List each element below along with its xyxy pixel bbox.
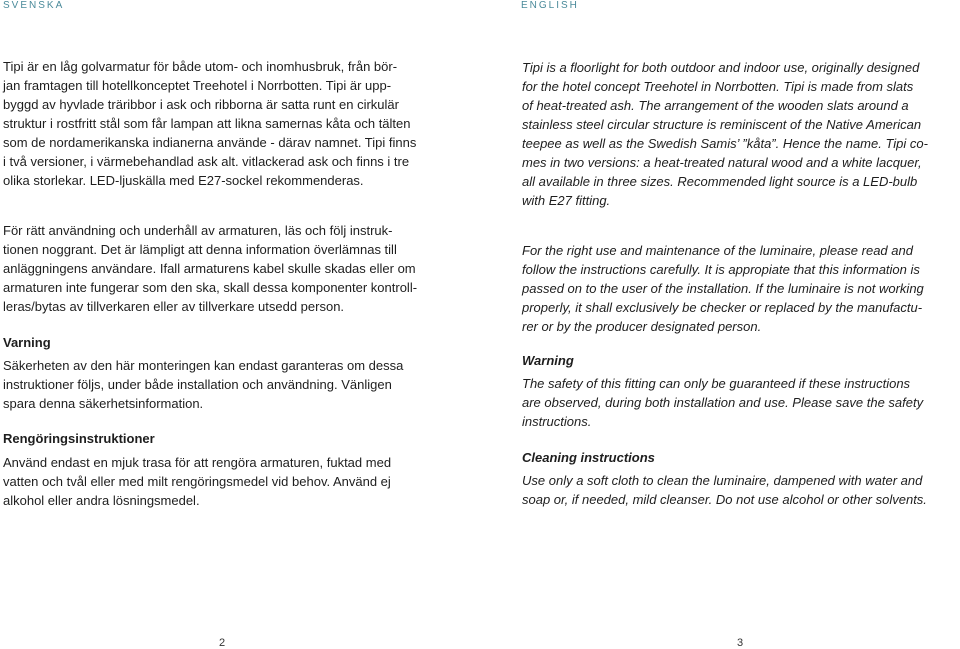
- text-line: passed on to the user of the installation. If the luminaire is not working: [522, 281, 924, 296]
- swedish-cleaning-heading: Rengöringsinstruktioner: [3, 431, 155, 446]
- text-line: olika storlekar. LED-ljuskälla med E27-sockel rekommenderas.: [3, 173, 364, 188]
- text-line: struktur i rostfritt stål som får lampan att likna samernas kåta och tälten: [3, 116, 411, 131]
- text-line: soap or, if needed, mild cleanser. Do not use alcohol or other solvents.: [522, 492, 927, 507]
- text-line: som de nordamerikanska indianerna använde - därav namnet. Tipi finns: [3, 135, 417, 150]
- text-line: i två versioner, i värmebehandlad ask alt. vitlackerad ask och finns i tre: [3, 154, 410, 169]
- text-line: The safety of this fitting can only be guaranteed if these instructions: [522, 376, 911, 391]
- text-line: stainless steel circular structure is reminiscent of the Native American: [522, 117, 922, 132]
- english-maintenance-paragraph: [522, 241, 924, 336]
- swedish-warning-paragraph: [3, 356, 403, 413]
- text-line: anläggningens användare. Ifall armaturens kabel skulle skadas eller om: [3, 261, 416, 276]
- text-line: Använd endast en mjuk trasa för att rengöra armaturen, fuktad med: [3, 455, 392, 470]
- text-line: for the hotel concept Treehotel in Norrbotten. Tipi is made from slats: [522, 79, 914, 94]
- text-line: instructions.: [522, 414, 592, 429]
- column-label-swedish: SVENSKA: [3, 0, 65, 11]
- swedish-maintenance-paragraph: [3, 221, 417, 316]
- text-line: armaturen inte fungerar som den ska, skall dessa komponenter kontroll-: [3, 280, 418, 295]
- english-cleaning-paragraph: [522, 471, 927, 509]
- english-warning-paragraph: [522, 374, 923, 431]
- text-line: instruktioner följs, under både installation och användning. Vänligen: [3, 377, 392, 392]
- text-line: teepee as well as the Swedish Samis’ ”kåta”. Hence the name. Tipi co-: [522, 136, 928, 151]
- text-line: Tipi är en låg golvarmatur för både utom- och inomhusbruk, från bör-: [3, 59, 398, 74]
- text-line: are observed, during both installation and use. Please save the safety: [522, 395, 924, 410]
- text-line: byggd av hyvlade träribbor i ask och ribborna är satta runt en cirkulär: [3, 97, 399, 112]
- text-line: vatten och tvål eller med milt rengöringsmedel vid behov. Använd ej: [3, 474, 391, 489]
- text-line: Tipi is a floorlight for both outdoor and indoor use, originally designed: [522, 60, 920, 75]
- text-line: alkohol eller andra lösningsmedel.: [3, 493, 200, 508]
- text-line: För rätt användning och underhåll av armaturen, läs och följ instruk-: [3, 223, 393, 238]
- swedish-warning-heading: Varning: [3, 335, 51, 350]
- text-line: leras/bytas av tillverkaren eller av tillverkare utsedd person.: [3, 299, 345, 314]
- text-line: rer or by the producer designated person.: [522, 319, 762, 334]
- english-warning-heading: Warning: [522, 353, 574, 368]
- text-line: tionen noggrant. Det är lämpligt att denna information överlämnas till: [3, 242, 397, 257]
- text-line: of heat-treated ash. The arrangement of the wooden slats around a: [522, 98, 909, 113]
- text-line: jan framtagen till hotellkonceptet Treehotel i Norrbotten. Tipi är upp-: [3, 78, 392, 93]
- text-line: with E27 fitting.: [522, 193, 611, 208]
- swedish-cleaning-paragraph: [3, 453, 391, 510]
- page-number-left: 2: [219, 637, 226, 649]
- text-line: For the right use and maintenance of the luminaire, please read and: [522, 243, 913, 258]
- text-line: Säkerheten av den här monteringen kan endast garanteras om dessa: [3, 358, 404, 373]
- text-line: all available in three sizes. Recommended light source is a LED-bulb: [522, 174, 918, 189]
- column-label-english: ENGLISH: [521, 0, 579, 11]
- english-intro-paragraph: [522, 58, 928, 210]
- page-number-right: 3: [737, 637, 744, 649]
- swedish-intro-paragraph: [3, 57, 416, 190]
- text-line: mes in two versions: a heat-treated natural wood and a white lacquer,: [522, 155, 922, 170]
- text-line: spara denna säkerhetsinformation.: [3, 396, 204, 411]
- text-line: Use only a soft cloth to clean the luminaire, dampened with water and: [522, 473, 923, 488]
- text-line: follow the instructions carefully. It is appropiate that this information is: [522, 262, 920, 277]
- text-line: properly, it shall exclusively be checker or replaced by the manufactu-: [522, 300, 923, 315]
- english-cleaning-heading: Cleaning instructions: [522, 450, 655, 465]
